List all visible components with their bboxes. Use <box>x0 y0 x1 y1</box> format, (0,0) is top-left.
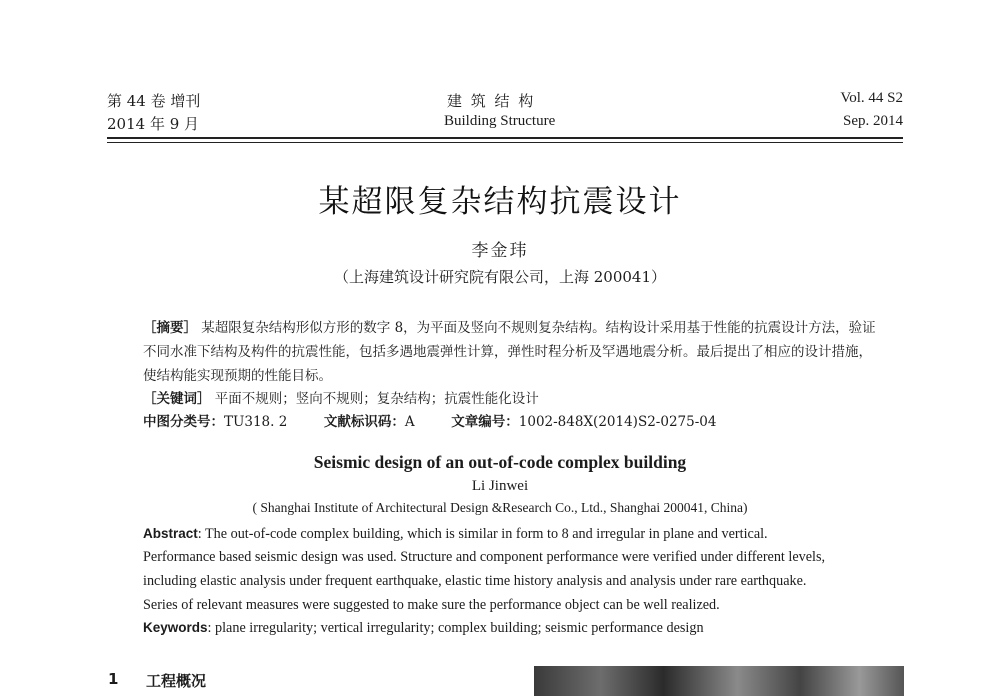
abstract-label-en: Abstract <box>143 526 198 541</box>
journal-volume-issue: 第 44 卷 增刊 <box>107 92 201 110</box>
clc-label: 中图分类号： <box>143 414 224 430</box>
keywords-text-cn: 平面不规则；竖向不规则；复杂结构；抗震性能化设计 <box>210 391 539 407</box>
abstract-text-en-1: : The out-of-code complex building, which is similar in form to 8 and irregular in plane and vertical. <box>197 526 768 542</box>
article-no-value: 1002-848X(2014)S2-0275-04 <box>518 414 717 430</box>
abstract-text-en-3: including elastic analysis under frequent earthquake, elastic time history analysis and analysis under rare earthquake. <box>143 573 807 589</box>
abstract-text-cn: 某超限复杂结构形似方形的数字 8，为平面及竖向不规则复杂结构。结构设计采用基于性能的抗震设计方法，验证不同水准下结构及构件的抗震性能，包括多遇地震弹性计算，弹性时程分析及罕遇地震分析。最后提出了相应的设计措施，使结构能实现预期的性能目标。 <box>143 320 876 384</box>
author-cn: 李金玮 <box>471 241 529 261</box>
abstract-en-line1 <box>143 526 768 543</box>
doc-code-label: 文献标识码： <box>323 414 405 430</box>
doc-code-value: A <box>404 414 415 430</box>
classification-line <box>143 410 883 434</box>
journal-name-en: Building Structure <box>444 113 556 129</box>
paper-title-cn: 某超限复杂结构抗震设计 <box>318 184 682 220</box>
keywords-en <box>143 620 704 637</box>
keywords-label-en: Keywords <box>143 620 208 635</box>
abstract-text-en-4: Series of relevant measures were suggested to make sure the performance object can be well realized. <box>143 597 720 613</box>
affiliation-cn: （上海建筑设计研究院有限公司，上海 200041） <box>333 268 667 286</box>
author-en: Li Jinwei <box>471 478 529 494</box>
journal-date: 2014 年 9 月 <box>107 115 200 133</box>
abstract-cn <box>143 316 883 388</box>
abstract-text-en-2: Performance based seismic design was used. Structure and component performance were verified under different levels, <box>143 549 826 565</box>
keywords-label-cn: ［关键词］ <box>143 391 211 407</box>
section-number: 1 <box>108 670 119 688</box>
paper-title-en: Seismic design of an out-of-code complex building <box>313 452 687 472</box>
section-title: 工程概况 <box>146 672 207 690</box>
journal-date-en: Sep. 2014 <box>843 113 903 129</box>
figure-photo <box>534 666 904 696</box>
clc-value: TU318. 2 <box>224 414 288 430</box>
journal-name-cn: 建 筑 结 构 <box>447 92 536 110</box>
header-rule-thick <box>107 137 903 139</box>
abstract-label-cn: ［摘要］ <box>143 320 197 336</box>
journal-volume-en: Vol. 44 S2 <box>840 90 903 106</box>
affiliation-en: ( Shanghai Institute of Architectural Design &Research Co., Ltd., Shanghai 200041, China) <box>252 500 748 515</box>
keywords-text-en: : plane irregularity; vertical irregularity; complex building; seismic performance design <box>207 620 704 636</box>
article-no-label: 文章编号： <box>451 414 519 430</box>
keywords-cn <box>143 387 883 411</box>
header-rule-thin <box>107 142 903 143</box>
